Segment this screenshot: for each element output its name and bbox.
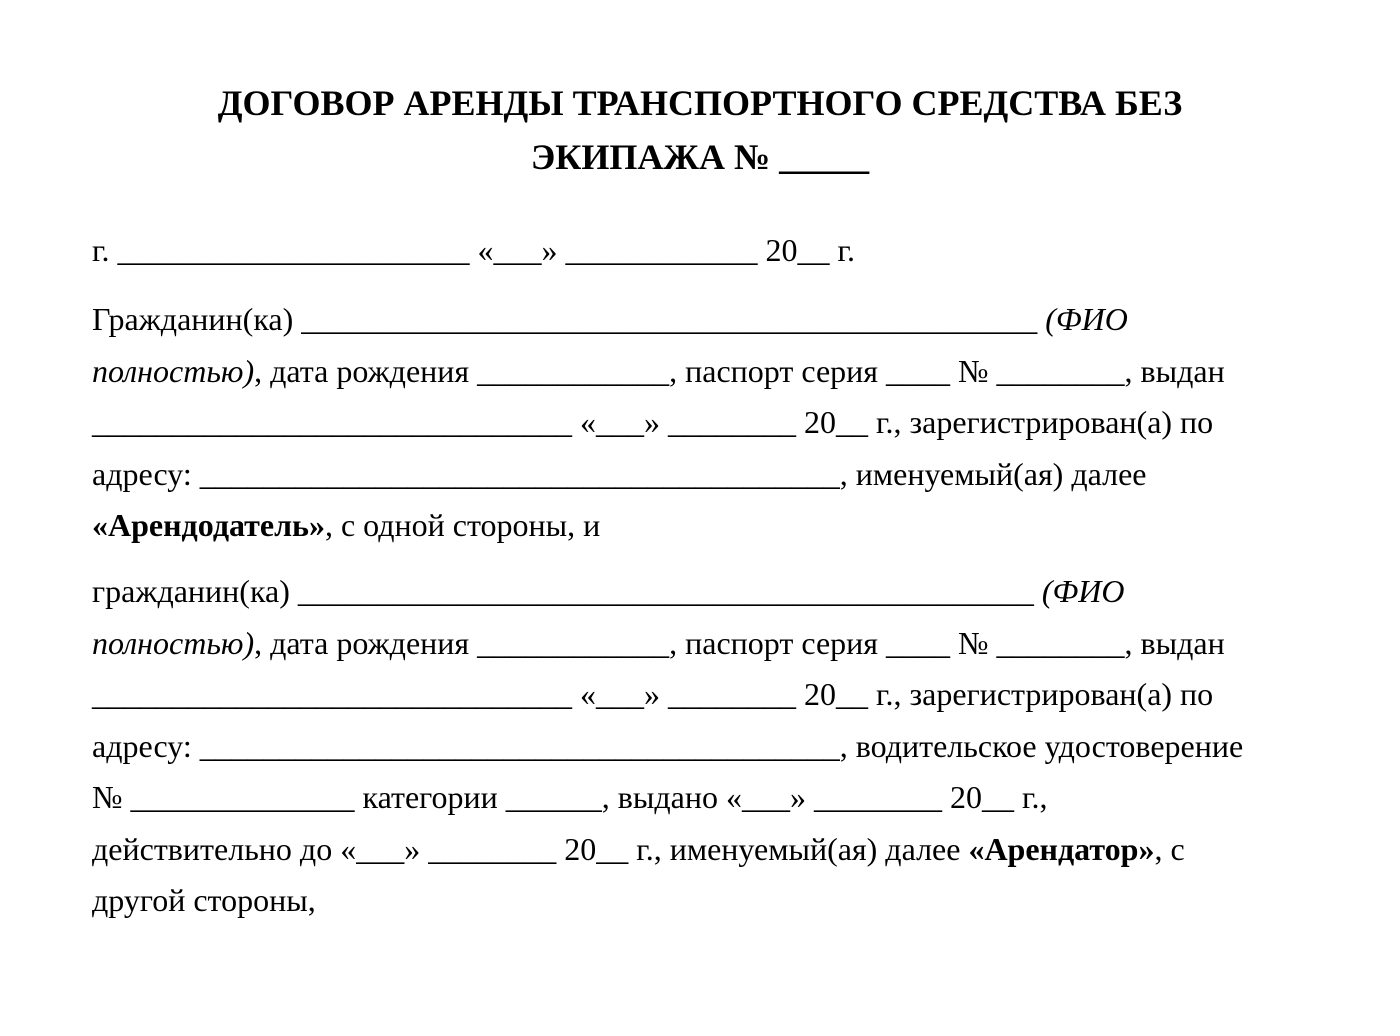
title-line-1: ДОГОВОР АРЕНДЫ ТРАНСПОРТНОГО СРЕДСТВА БЕЗ xyxy=(217,83,1183,123)
lessee-fio-hint-cont: полностью) xyxy=(92,624,255,661)
lessor-role-label: «Арендодатель» xyxy=(92,507,325,543)
lessee-line-1 xyxy=(92,566,1308,618)
document-title xyxy=(0,76,1400,184)
place-date-line: г. ______________________ «___» ____________ 20__ г. xyxy=(92,232,856,268)
lessor-fio-hint-cont: полностью) xyxy=(92,352,255,389)
lessor-line-2 xyxy=(92,346,1308,398)
lessee-line-7: другой стороны, xyxy=(92,882,316,918)
lessee-line-3: ______________________________ «___» ________ 20__ г., зарегистрирован(а) по xyxy=(92,676,1214,712)
lessee-closing-a: , с xyxy=(1154,830,1185,867)
lessee-fio-hint: (ФИО xyxy=(1041,573,1125,609)
lessor-line-3: ______________________________ «___» ________ 20__ г., зарегистрирован(а) по xyxy=(92,404,1214,440)
lessor-birth-passport: , дата рождения ____________, паспорт серия ____ № ________, выдан xyxy=(254,352,1225,389)
lessor-line-1 xyxy=(92,294,1308,346)
lessee-birth-passport: , дата рождения ____________, паспорт серия ____ № ________, выдан xyxy=(254,624,1225,661)
title-line-2: ЭКИПАЖА № _____ xyxy=(530,137,870,177)
lessee-line-4: адресу: ________________________________________, водительское удостоверение xyxy=(92,727,1244,764)
lessee-line-6 xyxy=(92,824,1308,876)
lessee-license-validity: действительно до «___» ________ 20__ г., именуемый(ая) далее xyxy=(92,830,969,867)
lessee-role-label: «Арендатор» xyxy=(968,830,1155,867)
lessor-name-field: Гражданин(ка) ______________________________________________ xyxy=(92,301,1046,337)
lessor-line-5 xyxy=(92,500,1308,552)
lessee-paragraph xyxy=(92,566,1308,927)
lessee-name-field: гражданин(ка) ______________________________________________ xyxy=(92,573,1042,609)
lessor-line-4: адресу: ________________________________________, именуемый(ая) далее xyxy=(92,455,1147,492)
lessee-line-5: № ______________ категории ______, выдано «___» ________ 20__ г., xyxy=(92,779,1048,815)
lessor-paragraph xyxy=(92,294,1308,552)
lessor-fio-hint: (ФИО xyxy=(1045,301,1128,337)
lessor-closing: , с одной стороны, и xyxy=(324,507,601,543)
lessee-line-2 xyxy=(92,618,1308,670)
